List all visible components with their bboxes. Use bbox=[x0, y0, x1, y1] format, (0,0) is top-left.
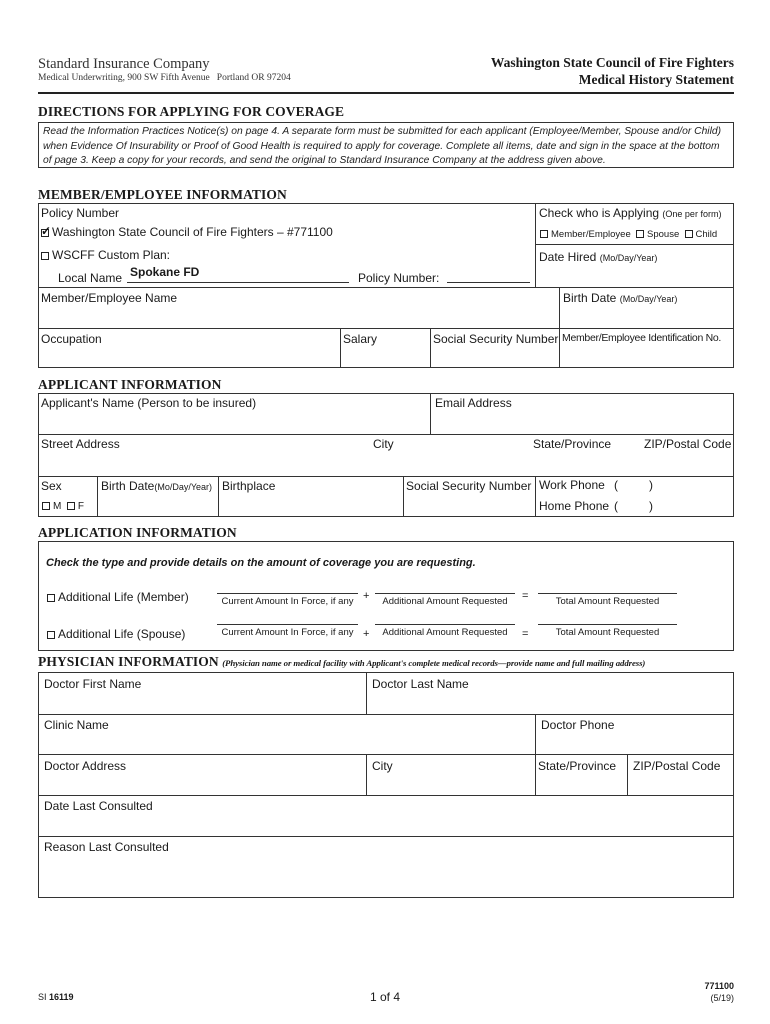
reason-last-consulted-label: Reason Last Consulted bbox=[44, 840, 169, 854]
local-name-value[interactable]: Spokane FD bbox=[130, 265, 200, 279]
clinic-name-label: Clinic Name bbox=[44, 718, 109, 732]
spouse-equals: = bbox=[522, 628, 529, 640]
application-instruction: Check the type and provide details on the amount of coverage you are requesting. bbox=[46, 557, 476, 569]
applicant-section-box bbox=[38, 393, 734, 517]
sex-label: Sex bbox=[41, 479, 62, 493]
birthplace-label: Birthplace bbox=[222, 479, 276, 493]
plan-option-custom-label: WSCFF Custom Plan: bbox=[52, 248, 171, 262]
member-birth-date-text: Birth Date bbox=[563, 291, 617, 305]
member-additional-caption: Additional Amount Requested bbox=[382, 596, 508, 607]
who-member-checkbox[interactable] bbox=[540, 230, 548, 238]
form-title-line1: Washington State Council of Fire Fighters bbox=[490, 55, 734, 70]
applicant-name-label: Applicant's Name (Person to be insured) bbox=[41, 396, 257, 410]
doctor-address-label: Doctor Address bbox=[44, 759, 127, 773]
directions-text: Read the Information Practices Notice(s) on page 4. A separate form must be submitted for each applicant (Employee/Member, Spouse and/or Child) when Evidence Of Insurability or Proof of Good Health is required to apply for coverage. Complete all items, date and sign in the space at the bottom of page 3. Keep a copy for your records, and send the original to Standard Insurance Company at the address given above. bbox=[43, 126, 722, 166]
who-spouse-checkbox[interactable] bbox=[636, 230, 644, 238]
member-name-label: Member/Employee Name bbox=[41, 291, 178, 305]
who-options bbox=[540, 229, 717, 240]
home-phone-paren-close: ) bbox=[649, 499, 653, 513]
date-hired-text: Date Hired bbox=[539, 250, 597, 264]
applicant-state-label: State/Province bbox=[533, 437, 612, 451]
doctor-state-label: State/Province bbox=[538, 759, 617, 773]
applicant-ssn-label: Social Security Number bbox=[406, 479, 532, 493]
policy-number-label: Policy Number bbox=[41, 206, 120, 220]
physician-heading-text: PHYSICIAN INFORMATION bbox=[38, 654, 219, 669]
doctor-zip-label: ZIP/Postal Code bbox=[633, 759, 721, 773]
who-spouse[interactable] bbox=[636, 229, 679, 240]
who-child-label: Child bbox=[695, 229, 718, 240]
date-last-consulted-label: Date Last Consulted bbox=[44, 799, 153, 813]
additional-life-spouse-checkbox[interactable] bbox=[47, 631, 55, 639]
sex-options bbox=[42, 501, 84, 512]
spouse-additional-caption: Additional Amount Requested bbox=[382, 627, 508, 638]
doctor-first-name-label: Doctor First Name bbox=[44, 677, 142, 691]
spouse-total-caption: Total Amount Requested bbox=[555, 627, 660, 638]
occupation-label: Occupation bbox=[41, 332, 102, 346]
sex-m-label: M bbox=[53, 501, 62, 512]
check-who-note: (One per form) bbox=[662, 209, 722, 219]
plan-option-wscff-label: Washington State Council of Fire Fighters – #771100 bbox=[52, 225, 333, 239]
spouse-plus: + bbox=[363, 628, 370, 640]
applicant-zip-label: ZIP/Postal Code bbox=[644, 437, 732, 451]
company-address: Medical Underwriting, 900 SW Fifth Avenue Portland OR 97204 bbox=[38, 73, 291, 83]
who-member-label: Member/Employee bbox=[551, 229, 631, 240]
date-hired-note: (Mo/Day/Year) bbox=[599, 253, 658, 263]
work-phone-paren-close: ) bbox=[649, 478, 653, 492]
directions-box bbox=[38, 122, 734, 168]
spouse-total-line bbox=[538, 624, 677, 625]
page-number: 1 of 4 bbox=[370, 990, 401, 1004]
header-divider bbox=[38, 92, 734, 94]
spouse-current-line bbox=[217, 624, 358, 625]
member-current-line bbox=[217, 593, 358, 594]
applicant-birth-text: Birth Date bbox=[101, 479, 155, 493]
applicant-city-label: City bbox=[373, 437, 394, 451]
sex-f[interactable] bbox=[67, 501, 84, 512]
additional-life-spouse[interactable] bbox=[47, 627, 185, 641]
member-heading: MEMBER/EMPLOYEE INFORMATION bbox=[38, 187, 287, 202]
applicant-email-label: Email Address bbox=[435, 396, 512, 410]
physician-heading bbox=[38, 654, 645, 670]
company-name: Standard Insurance Company bbox=[38, 56, 210, 72]
form-title-line2: Medical History Statement bbox=[578, 72, 734, 87]
sex-f-checkbox[interactable] bbox=[67, 502, 75, 510]
applicant-heading: APPLICANT INFORMATION bbox=[38, 377, 222, 392]
application-heading: APPLICATION INFORMATION bbox=[38, 525, 237, 540]
home-phone-label: Home Phone bbox=[539, 499, 610, 513]
additional-life-spouse-label: Additional Life (Spouse) bbox=[58, 627, 186, 641]
spouse-current-caption: Current Amount In Force, if any bbox=[221, 627, 354, 638]
physician-section-box bbox=[38, 672, 734, 898]
member-birth-date-note: (Mo/Day/Year) bbox=[619, 294, 678, 304]
who-spouse-label: Spouse bbox=[647, 229, 680, 240]
member-total-caption: Total Amount Requested bbox=[555, 596, 660, 607]
work-phone-label: Work Phone bbox=[539, 478, 605, 492]
member-birth-date-label bbox=[563, 291, 677, 305]
local-name-line bbox=[127, 282, 349, 283]
form-number-value: 16119 bbox=[49, 992, 74, 1002]
who-member[interactable] bbox=[540, 229, 631, 240]
plan-option-wscff[interactable] bbox=[41, 225, 333, 239]
check-who-text: Check who is Applying bbox=[539, 206, 660, 220]
date-hired-label bbox=[539, 250, 657, 264]
check-who-label bbox=[539, 206, 721, 220]
directions-heading: DIRECTIONS FOR APPLYING FOR COVERAGE bbox=[38, 104, 345, 119]
doctor-city-label: City bbox=[372, 759, 393, 773]
local-name-label: Local Name bbox=[58, 271, 123, 285]
form-code: 771100 bbox=[704, 981, 734, 991]
doctor-phone-label: Doctor Phone bbox=[541, 718, 615, 732]
additional-life-member-checkbox[interactable] bbox=[47, 594, 55, 602]
additional-life-member[interactable] bbox=[47, 590, 189, 604]
applicant-birth-note: (Mo/Day/Year) bbox=[154, 482, 213, 492]
policy-number2-label: Policy Number: bbox=[358, 271, 440, 285]
spouse-additional-line bbox=[375, 624, 515, 625]
form-number-prefix: SI bbox=[38, 992, 47, 1002]
form-date: (5/19) bbox=[710, 993, 734, 1003]
member-plus: + bbox=[363, 590, 370, 602]
salary-label: Salary bbox=[343, 332, 378, 346]
member-additional-line bbox=[375, 593, 515, 594]
member-total-line bbox=[538, 593, 677, 594]
member-current-caption: Current Amount In Force, if any bbox=[221, 596, 354, 607]
physician-subheading: (Physician name or medical facility with Applicant's complete medical records—provide name and full mailing address) bbox=[222, 658, 646, 668]
street-address-label: Street Address bbox=[41, 437, 120, 451]
plan-option-custom[interactable] bbox=[41, 248, 170, 262]
member-ssn-label: Social Security Number bbox=[433, 332, 559, 346]
home-phone-paren-open: ( bbox=[614, 499, 618, 513]
plan-option-custom-checkbox[interactable] bbox=[41, 252, 49, 260]
policy-number2-line bbox=[447, 282, 530, 283]
sex-m[interactable] bbox=[42, 501, 61, 512]
sex-f-label: F bbox=[77, 501, 85, 512]
sex-m-checkbox[interactable] bbox=[42, 502, 50, 510]
who-child[interactable] bbox=[685, 229, 718, 240]
work-phone-paren-open: ( bbox=[614, 478, 618, 492]
who-child-checkbox[interactable] bbox=[685, 230, 693, 238]
applicant-birth-label bbox=[101, 479, 212, 493]
plan-option-wscff-checkbox[interactable] bbox=[41, 229, 49, 237]
member-equals: = bbox=[522, 590, 529, 602]
member-id-label: Member/Employee Identification No. bbox=[562, 332, 722, 344]
doctor-last-name-label: Doctor Last Name bbox=[372, 677, 469, 691]
additional-life-member-label: Additional Life (Member) bbox=[58, 590, 189, 604]
form-number bbox=[38, 992, 74, 1002]
